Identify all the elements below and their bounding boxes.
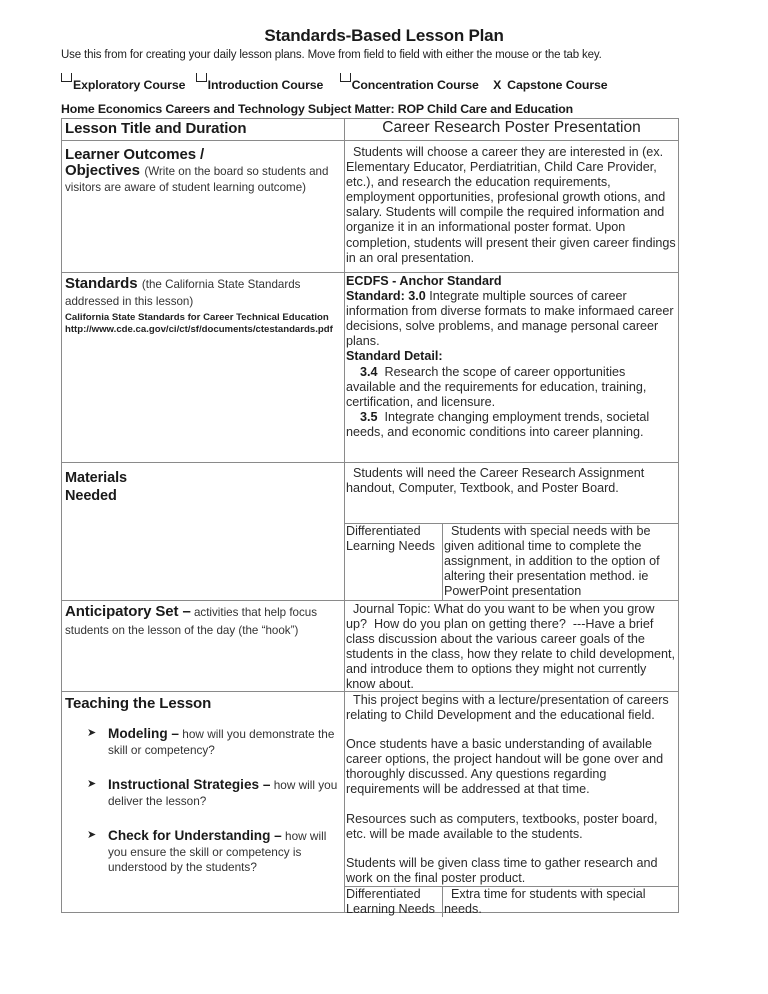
row-lesson-title — [62, 119, 678, 140]
checkbox-icon[interactable] — [340, 73, 351, 82]
teaching-paragraph: Resources such as computers, textbooks, poster board, etc. will be made available to the students. — [346, 811, 658, 841]
row-teaching-lesson — [62, 691, 678, 917]
prompt-instructional-strategies: ➤ Instructional Strategies – how will you deliver the lesson? — [87, 777, 338, 808]
standards-field[interactable] — [345, 273, 678, 462]
lesson-title-label-cell — [62, 119, 345, 140]
outcomes-note: (Write on the board so students and visitors are aware of student learning outcome) — [65, 165, 329, 194]
checkbox-icon[interactable] — [196, 73, 207, 82]
materials-label-cell — [62, 463, 345, 600]
detail-text: Research the scope of career opportunities available and the requirements for education, training, certification, and licensure. — [346, 364, 650, 409]
row-learner-outcomes — [62, 140, 678, 272]
prompt-check-understanding: ➤ Check for Understanding – how will you ensure the skill or competency is understood by the students? — [87, 828, 327, 874]
anticipatory-field[interactable] — [345, 601, 678, 691]
standard-detail-heading: Standard Detail: — [346, 349, 443, 364]
teaching-paragraph: This project begins with a lecture/presentation of careers relating to Child Development and the educational field. — [346, 693, 673, 723]
anticipatory-label-cell — [62, 601, 345, 691]
course-option-exploratory[interactable]: Exploratory Course — [61, 73, 185, 92]
anticipatory-label: Anticipatory Set – — [65, 603, 191, 620]
standards-note: (the California State Standards addressed in this lesson) — [65, 278, 301, 308]
page-title: Standards-Based Lesson Plan — [264, 26, 504, 45]
teaching-label-cell — [62, 692, 345, 912]
anchor-standard-heading: ECDFS - Anchor Standard — [346, 274, 502, 288]
teaching-label: Teaching the Lesson — [65, 695, 212, 712]
teaching-prompts — [65, 726, 342, 876]
standard-number-label: Standard: 3.0 — [346, 289, 426, 304]
standard-text: Integrate multiple sources of career information from diverse formats to make informaed career decisions, solve problems, and manage personal career plans. — [346, 289, 674, 349]
outcomes-field[interactable] — [345, 141, 678, 272]
diff-needs-label: Differentiated Learning Needs — [345, 524, 443, 600]
course-option-concentration[interactable]: Concentration Course — [340, 73, 479, 92]
lesson-plan-table — [61, 118, 680, 917]
diff-needs-label: Differentiated Learning Needs — [345, 887, 443, 917]
arrow-bullet-icon: ➤ — [87, 829, 97, 841]
materials-label-line2: Needed — [65, 488, 117, 504]
checked-x-mark[interactable]: X — [493, 78, 502, 92]
standards-reference-link[interactable]: http://www.cde.ca.gov/ci/ct/sf/documents/ctestandards.pdf — [65, 324, 333, 335]
row-materials — [62, 462, 678, 600]
diff-needs-field[interactable]: Extra time for students with special needs. — [444, 886, 650, 917]
course-type-options — [61, 73, 614, 92]
lesson-title-label: Lesson Title and Duration — [65, 120, 247, 137]
teaching-paragraph: Students will be given class time to gather research and work on the final poster product. — [346, 855, 658, 885]
arrow-bullet-icon: ➤ — [87, 727, 97, 739]
detail-number: 3.4 — [360, 364, 378, 379]
prompt-modeling: ➤ Modeling – how will you demonstrate the skill or competency? — [87, 726, 335, 757]
standards-label: Standards — [65, 275, 138, 292]
checkbox-icon[interactable] — [61, 73, 72, 82]
lesson-title-field[interactable]: Career Research Poster Presentation — [382, 119, 641, 136]
subject-matter-line: Home Economics Careers and Technology Subject Matter: ROP Child Care and Education — [61, 102, 574, 116]
detail-text: Integrate changing employment trends, societal needs, and economic conditions into career planning. — [346, 409, 653, 439]
course-option-introduction[interactable]: Introduction Course — [196, 73, 324, 92]
anticipatory-text: Journal Topic: What do you want to be when you grow up? How do you plan on getting there? ---Have a brief class discussion about the various career goals of the students in the class, how they relate to child development, and introduce them to options they might not currently know about. — [346, 602, 679, 692]
outcomes-text: Students will choose a career they are interested in (ex. Elementary Educator, Perdiatritian, Child Care Provider, etc.), and research the education requirements, employment opportunities, profesional growth otions, and salary. Students will compile the required information and organize it in an informational poster format. Upon completion, students will present their given career findings in an oral presentation. — [346, 145, 680, 265]
outcomes-label-cell — [62, 141, 345, 272]
row-standards — [62, 272, 678, 462]
anticipatory-note: activities that help focus students on the lesson of the day (the “hook”) — [65, 606, 318, 637]
teaching-paragraph: Once students have a basic understanding of available career options, the project handout will be gone over and thoroughly discussed. Any questions regarding requirements will be addressed at that time. — [346, 737, 664, 797]
course-option-capstone[interactable]: X Capstone Course — [493, 78, 608, 92]
teaching-field[interactable] — [345, 692, 678, 886]
materials-field[interactable]: Students will need the Career Research Assignment handout, Computer, Textbook, and Poster Board. — [346, 466, 648, 496]
outcomes-label-line1: Learner Outcomes / — [65, 146, 205, 163]
row-anticipatory-set — [62, 600, 678, 691]
standards-label-cell — [62, 273, 345, 462]
instructions-text: Use this from for creating your daily lesson plans. Move from field to field with either the mouse or the tab key. — [61, 49, 602, 61]
outcomes-label-line2: Objectives — [65, 162, 140, 179]
materials-differentiated-needs — [345, 523, 678, 600]
materials-label-line1: Materials — [65, 470, 127, 486]
diff-needs-field[interactable]: Students with special needs with be given aditional time to complete the assignment, in addition to the option of altering their presentation method. ie PowerPoint presentation — [444, 524, 664, 599]
teaching-differentiated-needs — [345, 886, 678, 917]
standards-reference-title: California State Standards for Career Technical Education — [65, 312, 329, 323]
detail-number: 3.5 — [360, 409, 378, 424]
arrow-bullet-icon: ➤ — [87, 778, 97, 790]
